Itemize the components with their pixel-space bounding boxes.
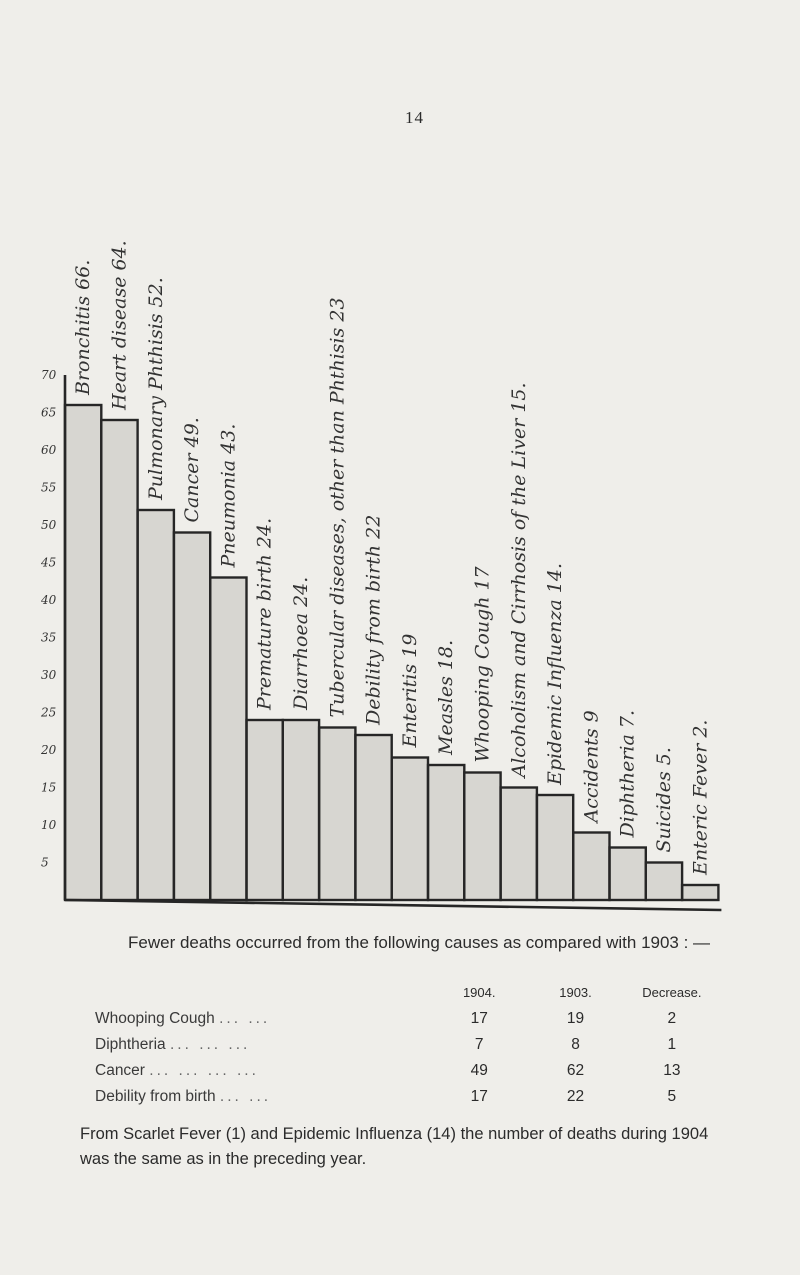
row-decrease: 13 xyxy=(663,1062,681,1079)
header-cause xyxy=(95,985,431,1006)
data-label: Heart disease 64. xyxy=(108,240,131,410)
footnote: From Scarlet Fever (1) and Epidemic Influenza (14) the number of deaths during 1904 was the same as in the preceding year. xyxy=(80,1125,709,1168)
data-label: Tubercular diseases, other than Phthisis 23 xyxy=(326,297,349,718)
data-label: Cancer 49. xyxy=(181,417,204,523)
row-1903: 62 xyxy=(566,1062,585,1079)
y-tick-label: 25 xyxy=(41,705,57,720)
comparison-caption: Fewer deaths occurred from the following causes as compared with 1903 : — xyxy=(128,933,711,952)
table-row: Cancer ... ... ... ... 49 62 13 xyxy=(95,1058,720,1084)
row-decrease: 5 xyxy=(667,1088,677,1105)
deaths-comparison-table xyxy=(95,985,720,1110)
data-label: Epidemic Influenza 14. xyxy=(544,562,567,785)
data-label: Premature birth 24. xyxy=(253,517,276,710)
header-1903: 1903. xyxy=(559,985,592,1000)
x-axis xyxy=(65,900,721,910)
data-label: Accidents 9 xyxy=(580,710,603,823)
data-label: Alcoholism and Cirrhosis of the Liver 15. xyxy=(507,382,530,778)
y-tick-label: 45 xyxy=(41,555,57,570)
y-tick-label: 15 xyxy=(41,780,57,795)
row-cause: Diphtheria xyxy=(95,1036,166,1053)
row-1903: 22 xyxy=(566,1088,585,1105)
row-cause: Cancer xyxy=(95,1062,145,1079)
table-row: Whooping Cough ... ... 17 19 2 xyxy=(95,1006,720,1032)
data-label: Diarrhoea 24. xyxy=(289,576,312,710)
data-label: Bronchitis 66. xyxy=(72,259,95,395)
y-tick-label: 55 xyxy=(41,480,57,495)
data-label: Pulmonary Phthisis 52. xyxy=(144,277,167,500)
data-label: Enteritis 19 xyxy=(398,633,421,748)
row-1904: 7 xyxy=(474,1036,484,1053)
y-tick-label: 5 xyxy=(41,855,49,870)
row-1904: 17 xyxy=(470,1088,488,1105)
data-label: Enteric Fever 2. xyxy=(689,719,712,875)
row-decrease: 2 xyxy=(667,1010,677,1027)
y-tick-label: 60 xyxy=(41,443,57,457)
data-label: Whooping Cough 17 xyxy=(471,566,494,763)
table-row: Debility from birth ... ... 17 22 5 xyxy=(95,1084,720,1110)
row-1904: 17 xyxy=(470,1010,488,1027)
y-tick-label: 50 xyxy=(41,518,57,532)
y-tick-label: 20 xyxy=(41,743,57,757)
row-1904: 49 xyxy=(470,1062,488,1079)
header-decrease: Decrease. xyxy=(642,985,702,1000)
data-label: Pneumonia 43. xyxy=(217,423,240,568)
page-number: 14 xyxy=(405,108,424,127)
data-label: Diphtheria 7. xyxy=(616,710,639,838)
y-tick-label: 10 xyxy=(41,818,57,832)
row-decrease: 1 xyxy=(667,1036,677,1053)
y-tick-label: 40 xyxy=(41,593,57,607)
y-tick-label: 70 xyxy=(41,368,57,382)
header-1904: 1904. xyxy=(462,985,496,1000)
row-1903: 19 xyxy=(566,1010,585,1027)
y-tick-label: 35 xyxy=(41,630,57,645)
row-cause: Whooping Cough xyxy=(95,1010,215,1027)
data-label: Measles 18. xyxy=(435,639,458,755)
y-tick-label: 65 xyxy=(41,405,57,420)
table-row: Diphtheria ... ... ... 7 8 1 xyxy=(95,1032,720,1058)
y-tick-label: 30 xyxy=(41,668,57,682)
data-label: Debility from birth 22 xyxy=(362,514,385,725)
row-cause: Debility from birth xyxy=(95,1088,216,1105)
data-label: Suicides 5. xyxy=(652,747,675,853)
row-1903: 8 xyxy=(571,1036,580,1053)
table-header-row xyxy=(95,985,720,1006)
